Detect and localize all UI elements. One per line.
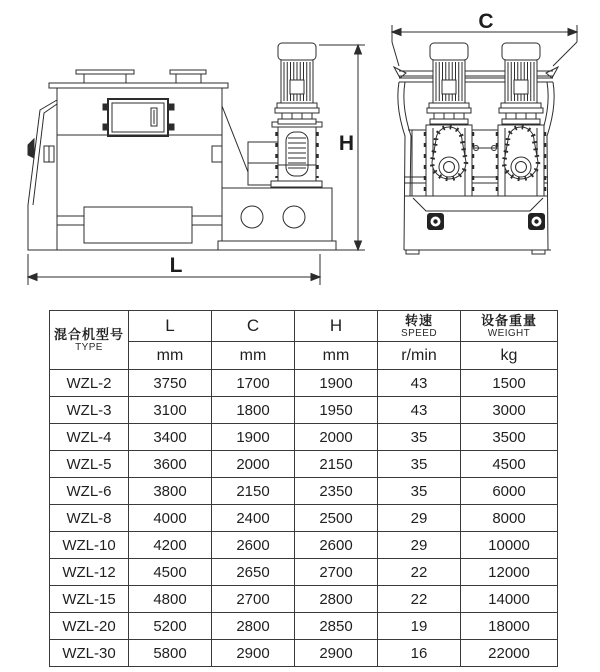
unit-cell-H: mm	[295, 342, 378, 370]
base-panel	[413, 198, 543, 211]
unit-cell-L: mm	[129, 342, 212, 370]
value-cell: 3100	[129, 397, 212, 424]
col-header-weight: 设备重量 WEIGHT	[461, 311, 558, 342]
spec-table-body	[50, 370, 558, 667]
value-cell: 4500	[129, 559, 212, 586]
type-header-cell	[50, 311, 129, 370]
table-row	[50, 640, 558, 667]
value-cell: 14000	[461, 586, 558, 613]
side-view-drawing	[28, 43, 365, 285]
value-cell: 6000	[461, 478, 558, 505]
dim-label-C: C	[478, 10, 494, 33]
value-cell: 8000	[461, 505, 558, 532]
inlet-port	[176, 74, 201, 83]
tank-lid	[49, 83, 228, 88]
model-cell: WZL-2	[50, 370, 129, 397]
value-cell: 4800	[129, 586, 212, 613]
unit-cell-speed: r/min	[378, 342, 461, 370]
drive-motor	[275, 43, 319, 124]
mounting-foot	[427, 213, 444, 230]
value-cell: 2600	[295, 532, 378, 559]
table-row	[50, 370, 558, 397]
dimension-C	[392, 10, 577, 66]
table-row	[50, 532, 558, 559]
drive-motor	[427, 43, 471, 124]
model-cell: WZL-12	[50, 559, 129, 586]
model-cell: WZL-15	[50, 586, 129, 613]
end-view-drawing	[392, 10, 577, 254]
value-cell: 4500	[461, 451, 558, 478]
value-cell: 18000	[461, 613, 558, 640]
value-cell: 4000	[129, 505, 212, 532]
value-cell: 19	[378, 613, 461, 640]
col-header-speed: 转速 SPEED	[378, 311, 461, 342]
dim-label-L: L	[169, 254, 183, 277]
inlet-port	[84, 74, 126, 83]
value-cell: 2900	[212, 640, 295, 667]
table-row	[50, 424, 558, 451]
value-cell: 35	[378, 424, 461, 451]
value-cell: 16	[378, 640, 461, 667]
value-cell: 2350	[295, 478, 378, 505]
value-cell: 29	[378, 532, 461, 559]
value-cell: 1700	[212, 370, 295, 397]
header-row-1	[50, 311, 558, 342]
type-header-cn: 混合机型号	[53, 326, 124, 342]
value-cell: 2000	[212, 451, 295, 478]
value-cell: 22	[378, 559, 461, 586]
value-cell: 4200	[129, 532, 212, 559]
value-cell: 1900	[295, 370, 378, 397]
mounting-foot	[528, 213, 545, 230]
unit-cell-weight: kg	[461, 342, 558, 370]
model-cell: WZL-3	[50, 397, 129, 424]
spec-table	[49, 310, 558, 667]
model-cell: WZL-10	[50, 532, 129, 559]
value-cell: 1950	[295, 397, 378, 424]
inspection-door	[103, 99, 174, 136]
value-cell: 3500	[461, 424, 558, 451]
shaft-housing	[57, 207, 222, 243]
value-cell: 1800	[212, 397, 295, 424]
value-cell: 35	[378, 478, 461, 505]
model-cell: WZL-8	[50, 505, 129, 532]
value-cell: 10000	[461, 532, 558, 559]
value-cell: 2150	[212, 478, 295, 505]
value-cell: 3400	[129, 424, 212, 451]
value-cell: 2800	[295, 586, 378, 613]
drive-motor	[499, 43, 543, 124]
gear-cover	[432, 127, 466, 179]
value-cell: 2150	[295, 451, 378, 478]
value-cell: 35	[378, 451, 461, 478]
value-cell: 2650	[212, 559, 295, 586]
table-row	[50, 505, 558, 532]
dim-label-H: H	[338, 132, 354, 155]
model-cell: WZL-6	[50, 478, 129, 505]
value-cell: 2700	[212, 586, 295, 613]
left-support-bracket	[28, 100, 57, 250]
gearbox	[271, 122, 322, 187]
table-row	[50, 613, 558, 640]
table-row	[50, 559, 558, 586]
model-cell: WZL-20	[50, 613, 129, 640]
value-cell: 43	[378, 397, 461, 424]
value-cell: 2800	[212, 613, 295, 640]
value-cell: 1900	[212, 424, 295, 451]
value-cell: 12000	[461, 559, 558, 586]
model-cell: WZL-30	[50, 640, 129, 667]
value-cell: 3750	[129, 370, 212, 397]
side-wing-right	[547, 82, 554, 250]
value-cell: 2400	[212, 505, 295, 532]
value-cell: 2600	[212, 532, 295, 559]
dimension-L	[28, 254, 320, 285]
value-cell: 2700	[295, 559, 378, 586]
value-cell: 29	[378, 505, 461, 532]
unit-cell-C: mm	[212, 342, 295, 370]
value-cell: 5200	[129, 613, 212, 640]
value-cell: 22	[378, 586, 461, 613]
value-cell: 3000	[461, 397, 558, 424]
gear-cover	[504, 127, 538, 179]
value-cell: 5800	[129, 640, 212, 667]
col-header-C: C	[212, 311, 295, 342]
model-cell: WZL-5	[50, 451, 129, 478]
table-row	[50, 478, 558, 505]
technical-drawings	[0, 0, 600, 305]
value-cell: 22000	[461, 640, 558, 667]
value-cell: 2900	[295, 640, 378, 667]
drive-stand	[218, 188, 336, 250]
model-cell: WZL-4	[50, 424, 129, 451]
table-row	[50, 451, 558, 478]
value-cell: 43	[378, 370, 461, 397]
value-cell: 2850	[295, 613, 378, 640]
col-header-H: H	[295, 311, 378, 342]
value-cell: 3600	[129, 451, 212, 478]
table-row	[50, 397, 558, 424]
table-row	[50, 586, 558, 613]
type-header-en: TYPE	[75, 341, 103, 353]
col-header-L: L	[129, 311, 212, 342]
value-cell: 2000	[295, 424, 378, 451]
value-cell: 1500	[461, 370, 558, 397]
value-cell: 2500	[295, 505, 378, 532]
value-cell: 3800	[129, 478, 212, 505]
side-wing-left	[398, 82, 405, 250]
